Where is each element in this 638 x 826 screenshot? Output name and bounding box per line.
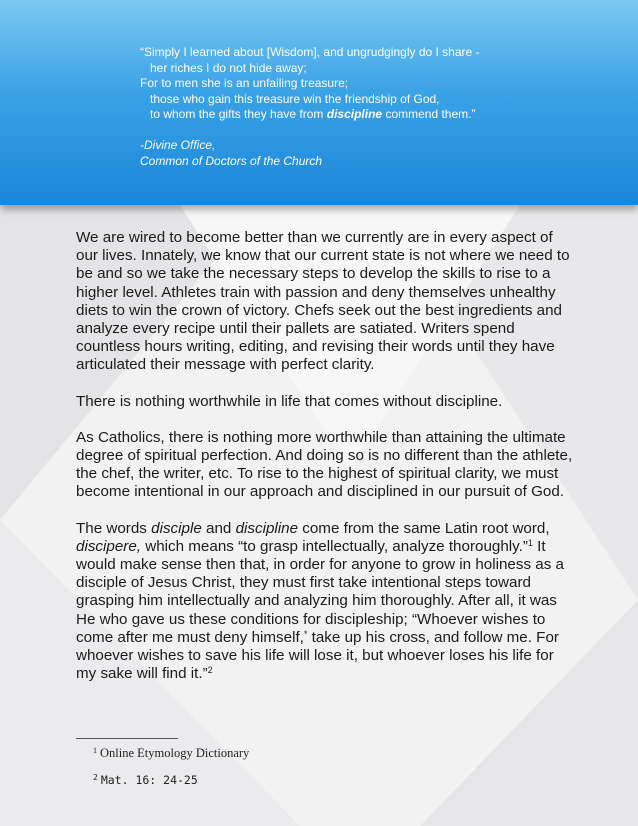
quote-line-1: “Simply I learned about [Wisdom], and ungrudgingly do I share - <box>140 45 480 59</box>
epigraph-quote <box>140 45 610 169</box>
footnote-1: $^1$ Online Etymology Dictionary <box>93 746 250 760</box>
footnote-2: $^2$ Mat. 16: 24-25 <box>93 773 198 787</box>
paragraph-3: As Catholics, there is nothing more worthwhile than attaining the ultimate degree of spiritual perfection. And doing so is no different than the athlete, the chef, the writer, etc. To rise to the highest of spiritual clarity, we must become intentional in our approach and disciplined in our pursuit of God. <box>76 428 573 501</box>
header-banner <box>0 0 638 205</box>
quote-emphasis: discipline <box>326 107 383 122</box>
quote-attribution-1: -Divine Office, <box>140 137 216 152</box>
paragraph-2: There is nothing worthwhile in life that comes without discipline. <box>76 392 503 410</box>
footnote-ref-star: * <box>303 628 308 639</box>
quote-line-3: For to men she is an unfailing treasure; <box>140 76 349 91</box>
quote-line-5: to whom the gifts they have from discipline commend them.” <box>140 107 476 122</box>
quote-line-2: her riches I do not hide away; <box>140 60 307 75</box>
footnote-ref-1: 1 <box>527 537 533 548</box>
quote-attribution-2: Common of Doctors of the Church <box>140 153 323 168</box>
footnote-divider <box>76 738 178 739</box>
paragraph-1: We are wired to become better than we currently are in every aspect of our lives. Innately, we know that our current state is not where we need to be and so we take the necessary steps to develop the skills to rise to a higher level. Athletes train with passion and deny themselves unhealthy diets to win the crown of victory. Chefs seek out the best ingredients and analyze every recipe until their pallets are satiated. Writers spend countless hours writing, editing, and revising their words until they have articulated their message with perfect clarity. <box>76 229 570 374</box>
paragraph-4: The words disciple and discipline come from the same Latin root word, discipere, which means “to grasp intellectually, analyze thoroughly.”$^1$ It would make sense then that, in order for anyone to grow in holiness as a disciple of Jesus Christ, they must first take intentional steps toward grasping him intellectually and analyzing him thoroughly. After all, it was He who gave us these conditions for discipleship; “Whoever wishes to come after me must deny himself,* take up his cross, and follow me. For whoever wishes to save his life will lose it, but whoever loses his life for my sake will find it.”$^2$ <box>76 519 564 683</box>
quote-line-4: those who gain this treasure win the friendship of God, <box>140 91 440 106</box>
footnote-ref-2: 2 <box>207 665 213 676</box>
body-text <box>76 229 576 701</box>
